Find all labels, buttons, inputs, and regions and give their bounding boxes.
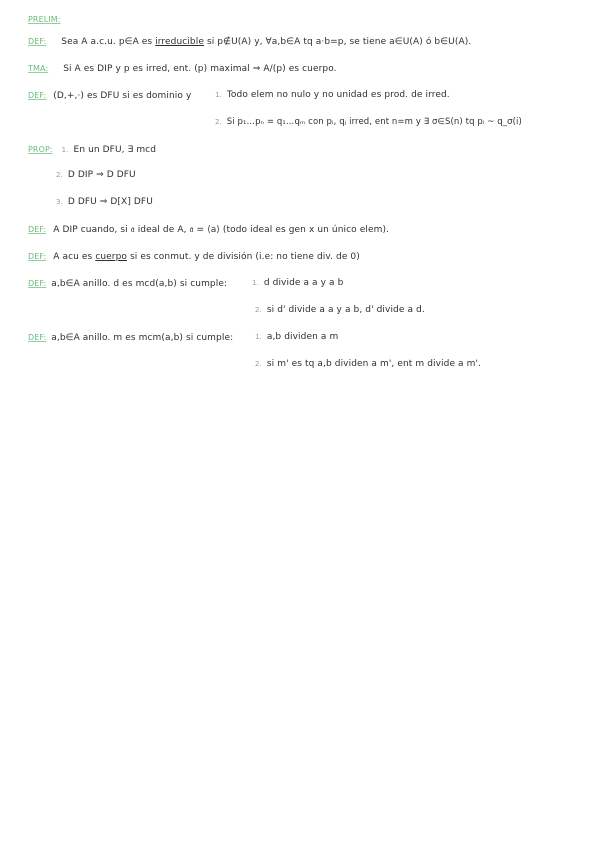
def-mcd-cond-2	[255, 305, 425, 316]
prop-2	[56, 170, 136, 181]
def-dfu-cond-2	[215, 117, 522, 128]
condition-text: Si p₁…pₙ = q₁…qₘ con pᵢ, qⱼ irred, ent n=m y ∃ σ∈S(n) tq pᵢ ~ q_σ(i)	[226, 117, 522, 127]
def-irreducible	[28, 36, 471, 48]
def-dfu	[28, 90, 191, 102]
def-text: Sea A a.c.u. p∈A es	[61, 37, 156, 47]
prop-text: En un DFU, ∃ mcd	[73, 145, 157, 155]
def-dip	[28, 224, 389, 236]
def-text-rest: si es conmut. y de división (i.e: no tiene div. de 0)	[127, 252, 360, 262]
def-text: A acu es	[53, 252, 96, 262]
def-dfu-cond-1	[215, 90, 450, 101]
prop-label: PROP:	[28, 145, 53, 154]
def-label: DEF:	[28, 37, 47, 46]
def-label: DEF:	[28, 252, 47, 261]
def-mcm-cond-2	[255, 359, 481, 370]
def-label: DEF:	[28, 91, 47, 100]
page-title	[28, 14, 61, 26]
prop-1	[28, 144, 156, 156]
def-label: DEF:	[28, 225, 47, 234]
condition-text: d divide a a y a b	[263, 278, 344, 288]
def-label: DEF:	[28, 333, 47, 342]
def-label: DEF:	[28, 279, 47, 288]
tma-label: TMA:	[28, 64, 49, 73]
def-text: a,b∈A anillo. d es mcd(a,b) si cumple:	[51, 279, 228, 289]
condition-text: si d' divide a a y a b, d' divide a d.	[266, 305, 425, 315]
def-text: (D,+,·) es DFU si es dominio y	[53, 91, 192, 101]
def-cuerpo	[28, 251, 360, 263]
condition-text: Todo elem no nulo y no unidad es prod. de irred.	[226, 90, 450, 100]
tma-text: Si A es DIP y p es irred, ent. (p) maximal ⇒ A/(p) es cuerpo.	[63, 64, 337, 74]
item-number: 2.	[215, 118, 222, 126]
prop-text: D DIP ⇒ D DFU	[67, 170, 136, 180]
item-number: 3.	[56, 198, 63, 206]
def-mcm-cond-1	[255, 332, 338, 343]
item-number: 2.	[255, 306, 262, 314]
def-text-rest: si p∉U(A) y, ∀a,b∈A tq a·b=p, se tiene a∈U(A) ó b∈U(A).	[204, 37, 472, 47]
item-number: 2.	[255, 360, 262, 368]
def-mcm	[28, 332, 233, 344]
item-number: 1.	[215, 91, 222, 99]
def-text: A DIP cuando, si 𝔞 ideal de A, 𝔞 = ⟨a⟩ (todo ideal es gen x un único elem).	[53, 225, 390, 235]
title-label: PRELIM:	[28, 15, 61, 24]
prop-text: D DFU ⇒ D[X] DFU	[67, 197, 153, 207]
item-number: 2.	[56, 171, 63, 179]
item-number: 1.	[252, 279, 259, 287]
condition-text: a,b dividen a m	[266, 332, 339, 342]
def-text: a,b∈A anillo. m es mcm(a,b) si cumple:	[51, 333, 234, 343]
condition-text: si m' es tq a,b dividen a m', ent m divide a m'.	[266, 359, 482, 369]
def-mcd-cond-1	[252, 278, 343, 289]
tma-line	[28, 63, 337, 75]
prop-3	[56, 197, 153, 208]
item-number: 1.	[255, 333, 262, 341]
def-term: cuerpo	[95, 252, 128, 262]
def-mcd	[28, 278, 227, 290]
def-term: irreducible	[155, 37, 204, 47]
item-number: 1.	[61, 146, 69, 154]
